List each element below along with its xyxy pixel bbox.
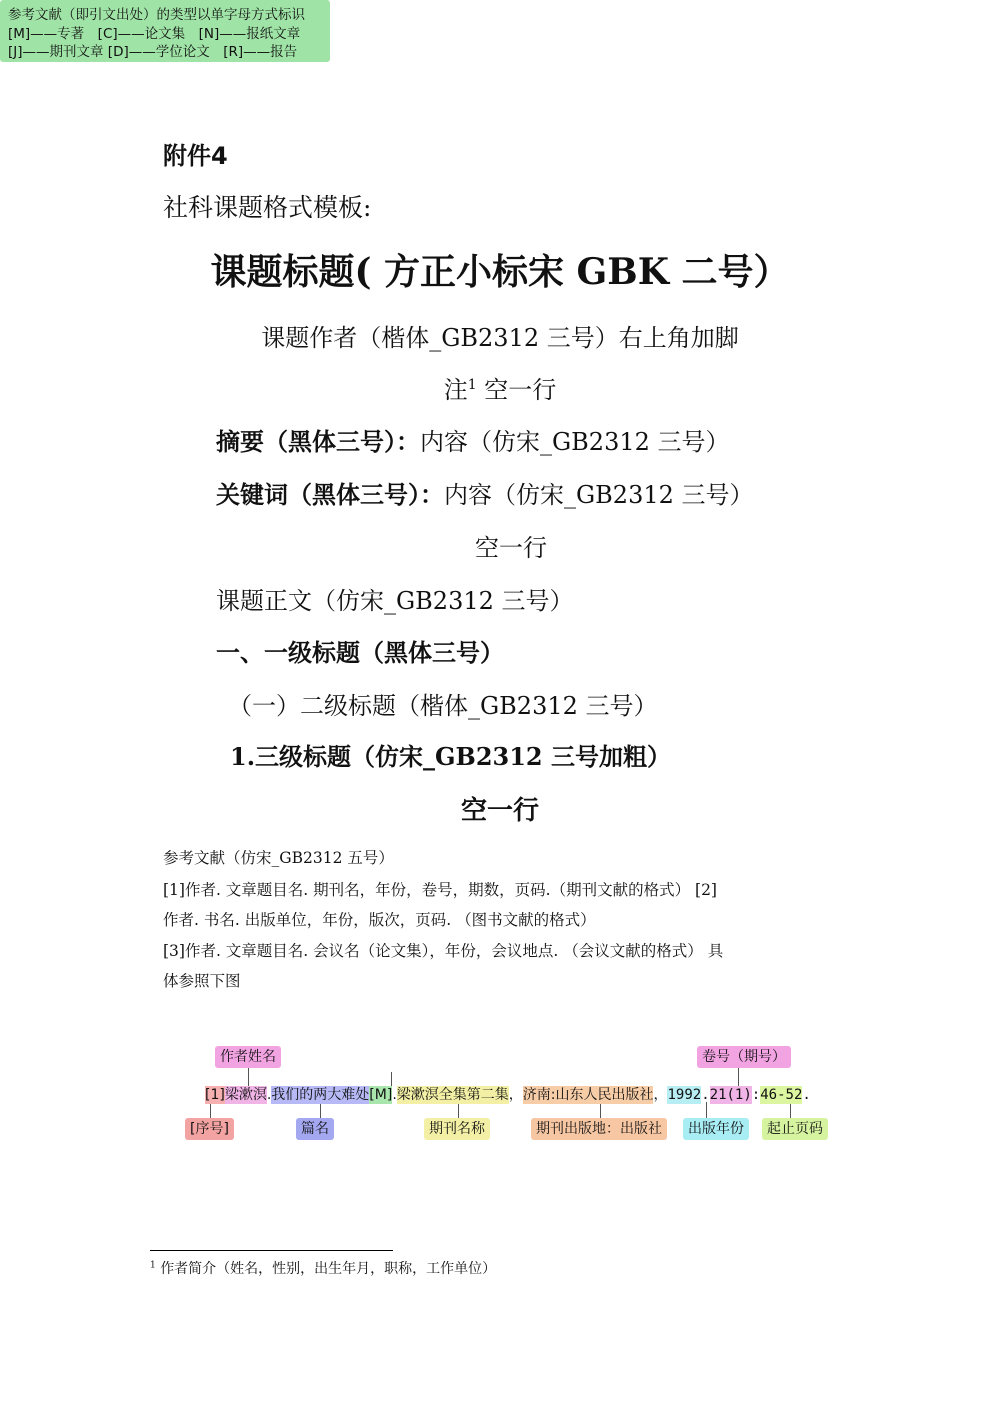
body-text: 课题正文（仿宋_GB2312 三号）: [216, 587, 574, 615]
sample-volume: 21(1): [709, 1087, 752, 1103]
author-line-2-suffix: 空一行: [476, 376, 557, 404]
reference-line-2: 作者. 书名. 出版单位，年份，版次，页码. （图书文献的格式）: [163, 911, 596, 929]
connector-article: [320, 1102, 321, 1118]
label-pub-year: 出版年份: [683, 1118, 749, 1140]
abstract-content: 内容（仿宋_GB2312 三号）: [420, 428, 730, 456]
footnote-mark-ref: 1: [467, 377, 477, 393]
abstract-line: [216, 422, 730, 457]
label-article: 篇名: [296, 1118, 334, 1140]
blank-line-1: 空一行: [475, 534, 547, 562]
heading-3: 1.三级标题（仿宋_GB2312 三号加粗）: [230, 742, 671, 771]
connector-pages: [790, 1102, 791, 1118]
sample-title: 我们的两大难处: [271, 1087, 370, 1103]
reference-line-4: 体参照下图: [163, 972, 241, 990]
reference-line-3: [3]作者. 文章题目名. 会议名（论文集），年份，会议地点. （会议文献的格式） 具: [163, 942, 724, 960]
sample-dot-2: .: [392, 1087, 397, 1103]
sample-year: 1992: [667, 1087, 702, 1103]
abstract-label: 摘要（黑体三号）：: [216, 428, 420, 456]
label-journal-name: 期刊名称: [424, 1118, 490, 1140]
sample-seq: [1]: [205, 1087, 225, 1103]
label-sequence: [序号]: [185, 1118, 234, 1140]
label-publisher: 期刊出版地：出版社: [531, 1118, 667, 1140]
connector-journal: [458, 1102, 459, 1118]
sample-pages: 46-52: [760, 1087, 803, 1103]
footnote-text: 作者简介（姓名，性别，出生年月，职称，工作单位）: [160, 1261, 497, 1277]
label-author-name: 作者姓名: [215, 1046, 281, 1068]
reference-line-1: [1]作者. 文章题目名. 期刊名，年份，卷号，期数，页码.（期刊文献的格式） [2]: [163, 881, 717, 899]
keywords-label: 关键词（黑体三号）：: [216, 481, 444, 509]
blank-line-2: 空一行: [460, 796, 539, 826]
footnote-rule: [150, 1250, 393, 1251]
sample-end: .: [802, 1087, 811, 1103]
reference-type-box: [0, 0, 330, 62]
author-line-1: 课题作者（楷体_GB2312 三号）右上角加脚: [261, 324, 739, 352]
sample-author: 梁漱溟: [224, 1087, 267, 1103]
heading-2: （一）二级标题（楷体_GB2312 三号）: [228, 692, 658, 720]
author-line-2-prefix: 注: [443, 376, 468, 404]
sample-reference: [205, 1084, 811, 1104]
sample-dot-3: .: [701, 1087, 710, 1103]
keywords-line: [216, 475, 754, 510]
main-title: 课题标题( 方正小标宋 GBK 二号）: [210, 251, 790, 293]
sample-colon: :: [751, 1087, 761, 1103]
template-title: 社科课题格式模板:: [163, 193, 372, 222]
type-box-line-2: [M]——专著 [C]——论文集 [N]——报纸文章: [8, 26, 301, 42]
connector-year: [706, 1102, 707, 1118]
attachment-label: 附件4: [163, 142, 228, 170]
sample-type: [M]: [369, 1087, 393, 1103]
type-box-line-3: [J]——期刊文章 [D]——学位论文 [R]——报告: [8, 44, 298, 60]
sample-comma-1: ，: [508, 1087, 523, 1103]
label-pages: 起止页码: [762, 1118, 828, 1140]
sample-comma-2: ，: [653, 1087, 668, 1103]
connector-seq: [210, 1102, 211, 1118]
footnote: [150, 1258, 496, 1278]
sample-publisher: 济南:山东人民出版社: [522, 1087, 654, 1103]
type-box-line-1: 参考文献（即引文出处）的类型以单字母方式标识: [8, 7, 305, 23]
author-line-2: [0, 370, 1000, 405]
sample-journal: 梁漱溟全集第二集: [396, 1087, 509, 1103]
heading-1: 一、一级标题（黑体三号）: [216, 639, 504, 667]
label-volume-issue: 卷号（期号）: [697, 1046, 791, 1068]
connector-publisher: [600, 1102, 601, 1118]
sample-dot-1: .: [266, 1087, 272, 1103]
keywords-content: 内容（仿宋_GB2312 三号）: [444, 481, 754, 509]
footnote-mark: 1: [150, 1260, 156, 1271]
references-title: 参考文献（仿宋_GB2312 五号）: [163, 849, 394, 867]
